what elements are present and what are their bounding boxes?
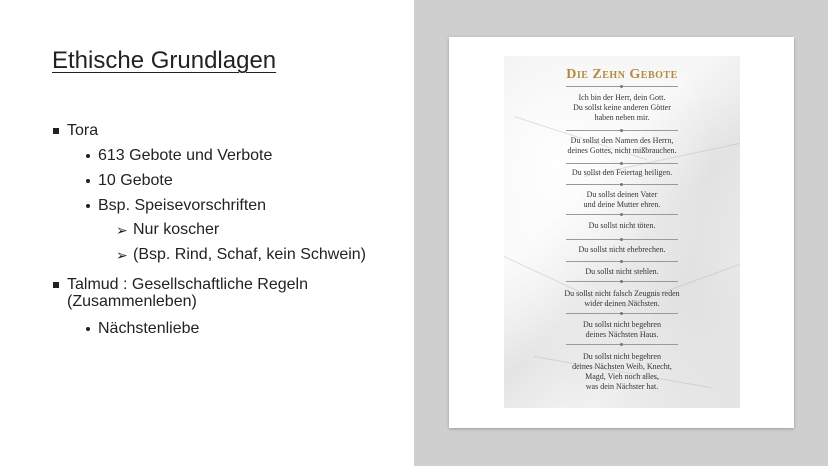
commandment-line: Magd, Vieh noch alles, [585, 372, 659, 381]
dot-bullet-icon [86, 327, 90, 331]
bullet-text: 613 Gebote und Verbote [98, 147, 273, 164]
bullet-text: 10 Gebote [98, 172, 173, 189]
bullet-text: Nächstenliebe [98, 320, 200, 337]
ornament-divider [566, 313, 678, 314]
commandment-line: Du sollst den Namen des Herrn, [570, 136, 674, 145]
slide-title: Ethische Grundlagen [52, 47, 277, 74]
dot-bullet-icon [86, 179, 90, 183]
bullet-text: Talmud : Gesellschaftliche Regeln [67, 276, 309, 293]
dot-bullet-icon [86, 204, 90, 208]
ornament-divider [566, 261, 678, 262]
ornament-divider [566, 163, 678, 164]
bullet-text: (Zusammenleben) [67, 293, 197, 310]
arrow-bullet-icon: ➢ [116, 222, 128, 238]
commandment-line: was dein Nächster hat. [585, 382, 659, 391]
commandment-line: deines Nächsten Weib, Knecht, [572, 362, 672, 371]
square-bullet-icon [53, 128, 59, 134]
commandment-line: Du sollst nicht begehren [583, 352, 661, 361]
bullet-text: Nur koscher [133, 221, 220, 238]
commandment-line: deines Gottes, nicht mißbrauchen. [567, 146, 677, 155]
commandment-line: Du sollst nicht töten. [588, 221, 656, 230]
commandment-line: Du sollst nicht falsch Zeugnis reden [564, 289, 680, 298]
commandment-line: haben neben mir. [594, 113, 650, 122]
bullet-text: Bsp. Speisevorschriften [98, 197, 267, 214]
commandment-line: Ich bin der Herr, dein Gott. [578, 93, 666, 102]
ornament-divider [566, 239, 678, 240]
commandment-line: deines Nächsten Haus. [585, 330, 659, 339]
arrow-bullet-icon: ➢ [116, 247, 128, 263]
ornament-divider [566, 344, 678, 345]
commandment-line: Du sollst keine anderen Götter [573, 103, 671, 112]
dot-bullet-icon [86, 154, 90, 158]
commandment-line: Du sollst nicht begehren [583, 320, 661, 329]
square-bullet-icon [53, 282, 59, 288]
bullet-text: Tora [67, 122, 99, 139]
ornament-divider [566, 184, 678, 185]
ornament-divider [566, 214, 678, 215]
commandment-line: Du sollst nicht ehebrechen. [578, 245, 666, 254]
commandment-line: wider deinen Nächsten. [584, 299, 660, 308]
ornament-divider [566, 86, 678, 87]
ten-commandments-poster [504, 56, 740, 408]
commandment-line: Du sollst nicht stehlen. [585, 267, 659, 276]
ornament-divider [566, 281, 678, 282]
commandment-line: und deine Mutter ehren. [583, 200, 661, 209]
poster-title: Die Zehn Gebote [566, 67, 678, 82]
commandment-line: Du sollst den Feiertag heiligen. [571, 168, 673, 177]
commandment-line: Du sollst deinen Vater [586, 190, 658, 199]
ornament-divider [566, 130, 678, 131]
bullet-text: (Bsp. Rind, Schaf, kein Schwein) [133, 246, 366, 263]
